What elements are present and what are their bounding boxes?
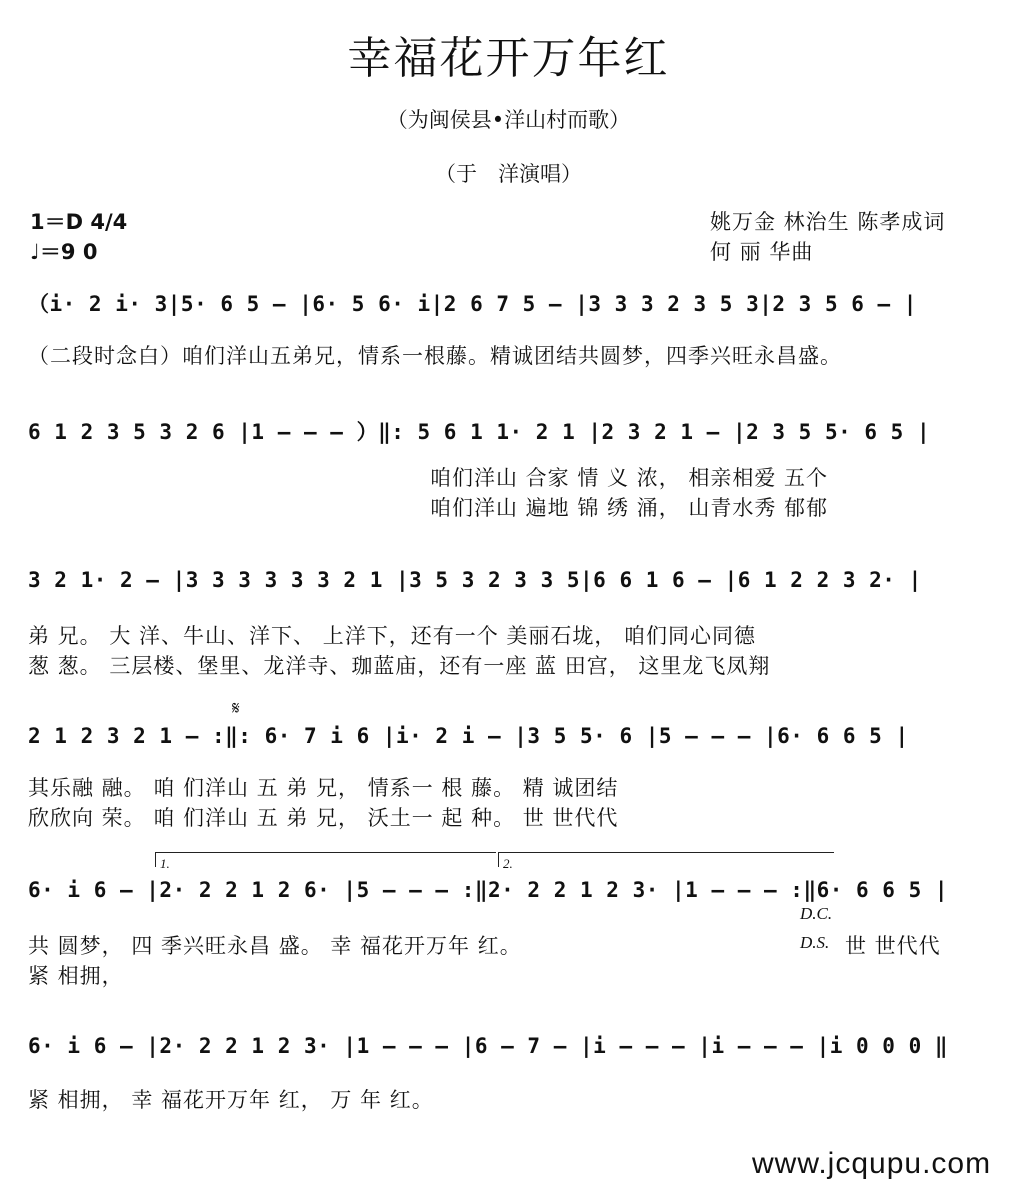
song-subtitle: （为闽侯县•洋山村而歌） [386, 108, 631, 132]
lyric-line-4-verse-1: 其乐融 融。 咱 们洋山 五 弟 兄， 情系一 根 藤。 精 诚团结 [28, 776, 619, 800]
lyric-line-3-verse-1: 弟 兄。 大 洋、牛山、洋下、 上洋下，还有一个 美丽石垅， 咱们同心同德 [28, 624, 757, 648]
lyric-line-5-verse-1: 共 圆梦， 四 季兴旺永昌 盛。 幸 福花开万年 红。 [28, 934, 522, 958]
lyric-line-4-verse-2: 欣欣向 荣。 咱 们洋山 五 弟 兄， 沃土一 起 种。 世 世代代 [28, 806, 619, 830]
lyric-line-5-ds: 世 世代代 [845, 934, 941, 958]
segno-sign: 𝄋 [232, 698, 240, 719]
lyric-line-2-verse-2: 咱们洋山 遍地 锦 绣 涌， 山青水秀 郁郁 [430, 496, 829, 520]
volta-bracket-2 [498, 852, 834, 871]
spoken-intro-text: （二段时念白）咱们洋山五弟兄，情系一根藤。精诚团结共圆梦，四季兴旺永昌盛。 [28, 344, 842, 368]
volta-bracket-1 [155, 852, 496, 871]
lyricist-credit: 姚万金 林治生 陈孝成词 [710, 210, 946, 234]
dal-segno-mark: D.S. [800, 933, 830, 952]
song-title: 幸福花开万年红 [347, 33, 670, 84]
site-watermark: www.jcqupu.com [752, 1147, 992, 1180]
key-signature: 1＝D 4/4 [30, 210, 128, 234]
notation-line-6: 6· i 6 — |2· 2 2 1 2 3· |1 — — — |6 — 7 — |i — — — |i — — — |i 0 0 0 ‖ [28, 1034, 949, 1058]
notation-line-4: 2 1 2 3 2 1 — :‖: 6· 7 i 6 |i· 2 i — |3 5 5· 6 |5 — — — |6· 6 6 5 | [28, 724, 909, 748]
volta-2-label: 2. [503, 856, 513, 871]
volta-1-label: 1. [160, 856, 170, 871]
performer-credit: （于 洋演唱） [435, 162, 582, 186]
lyric-line-6: 紧 相拥， 幸 福花开万年 红， 万 年 红。 [28, 1088, 434, 1112]
notation-line-3: 3 2 1· 2 — |3 3 3 3 3 3 2 1 |3 5 3 2 3 3 5|6 6 1 6 — |6 1 2 2 3 2· | [28, 568, 922, 592]
lyric-line-3-verse-2: 葱 葱。 三层楼、堡里、龙洋寺、珈蓝庙，还有一座 蓝 田宫， 这里龙飞凤翔 [28, 654, 771, 678]
notation-line-5: 6· i 6 — |2· 2 2 1 2 6· |5 — — — :‖2· 2 2 1 2 3· |1 — — — :‖6· 6 6 5 | [28, 878, 949, 902]
composer-credit: 何 丽 华曲 [710, 240, 814, 264]
notation-line-2: 6 1 2 3 5 3 2 6 |1 — — — ）‖: 5 6 1 1· 2 1 |2 3 2 1 — |2 3 5 5· 6 5 | [28, 420, 931, 444]
da-capo-mark: D.C. [800, 904, 833, 923]
lyric-line-5-verse-2: 紧 相拥， [28, 964, 124, 988]
lyric-line-2-verse-1: 咱们洋山 合家 情 义 浓， 相亲相爱 五个 [430, 466, 829, 490]
tempo-marking: ♩＝9 0 [30, 240, 98, 264]
notation-line-1: （i· 2 i· 3|5· 6 5 — |6· 5 6· i|2 6 7 5 — |3 3 3 2 3 5 3|2 3 5 6 — | [28, 292, 917, 316]
